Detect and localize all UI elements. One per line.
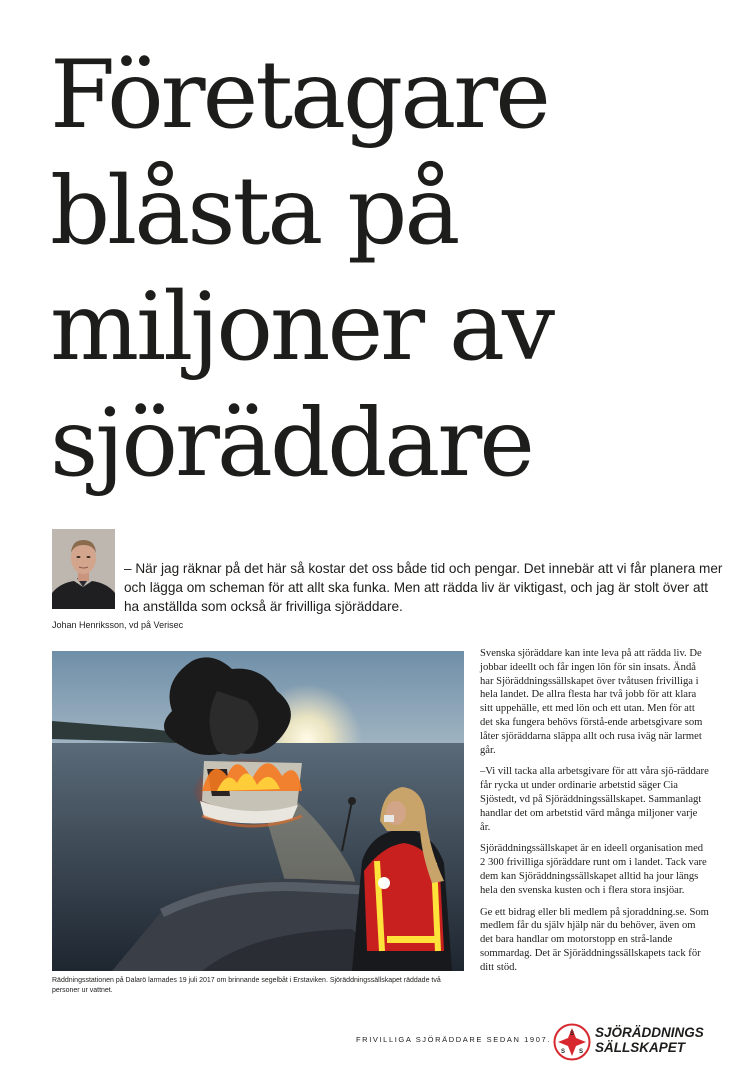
brand-name — [595, 1025, 704, 1055]
footer-tagline: FRIVILLIGA SJÖRÄDDARE SEDAN 1907. — [356, 1035, 551, 1044]
rescue-photo — [52, 651, 464, 971]
svg-text:S: S — [578, 1049, 584, 1055]
quote-attribution: Johan Henriksson, vd på Verisec — [52, 620, 184, 630]
brand-line: SJÖRÄDDNINGS — [595, 1025, 704, 1040]
quote-text: – När jag räknar på det här så kostar det oss både tid och pengar. Det innebär att vi får planera mer och lägga om scheman för att allt ska funka. Men att rädda liv är viktigast, och jag är stolt över att ha anställda som också är frivilliga sjöräddare. — [124, 561, 723, 614]
body-text — [480, 647, 710, 983]
body-paragraph: Ge ett bidrag eller bli medlem på sjoraddning.se. Som medlem får du själv hjälp när du behöver, även om det bara handlar om motorstopp en strå-lande sommardag. Det är Sjöräddningssällskapets tack för ditt stöd. — [480, 906, 709, 973]
svg-text:S: S — [560, 1049, 566, 1055]
headline-line: sjöräddare — [50, 389, 532, 498]
photo-caption: Räddningsstationen på Dalarö larmades 19 juli 2017 om brinnande segelbåt i Erstaviken. Sjöräddningssällskapet räddade två personer ur vattnet. — [52, 977, 441, 994]
headline-line: blåsta på — [50, 157, 458, 266]
headline-line: Företagare — [50, 41, 548, 150]
brand-line: SÄLLSKAPET — [595, 1040, 686, 1055]
svg-text:S: S — [569, 1031, 575, 1037]
headline-line: miljoner av — [50, 273, 553, 382]
body-paragraph: Sjöräddningssällskapet är en ideell organisation med 2 300 frivilliga sjöräddare runt om i landet. Tack vare dem kan Sjöräddningssällskapet alltid ha jour längs hela den svenska kusten och i flera stora insjöar. — [480, 843, 707, 896]
body-paragraph: Svenska sjöräddare kan inte leva på att rädda liv. De jobbar ideellt och får ingen lön för sin insats. Ändå har Sjöräddningssällskapet över tvåtusen frivilliga i hela landet. De allra flesta har två jobb för att klara sitt uppehälle, ett med lön och ett utan. Men för att det ska fungera behövs förstå-ende arbetsgivare som låter sjöräddarna släppa allt och rusa iväg när larmet går. — [480, 648, 703, 756]
body-paragraph: –Vi vill tacka alla arbetsgivare för att våra sjö-räddare får rycka ut under ordinarie arbetstid säger Cia Sjöstedt, vd på Sjöräddningssällskapet. Sammanlagt handlar det om arbetstid värd många miljoner varje år. — [480, 766, 709, 833]
sjoraddningssallskapet-logo-icon — [553, 1023, 591, 1061]
headline — [50, 38, 730, 502]
portrait-photo — [52, 529, 115, 609]
